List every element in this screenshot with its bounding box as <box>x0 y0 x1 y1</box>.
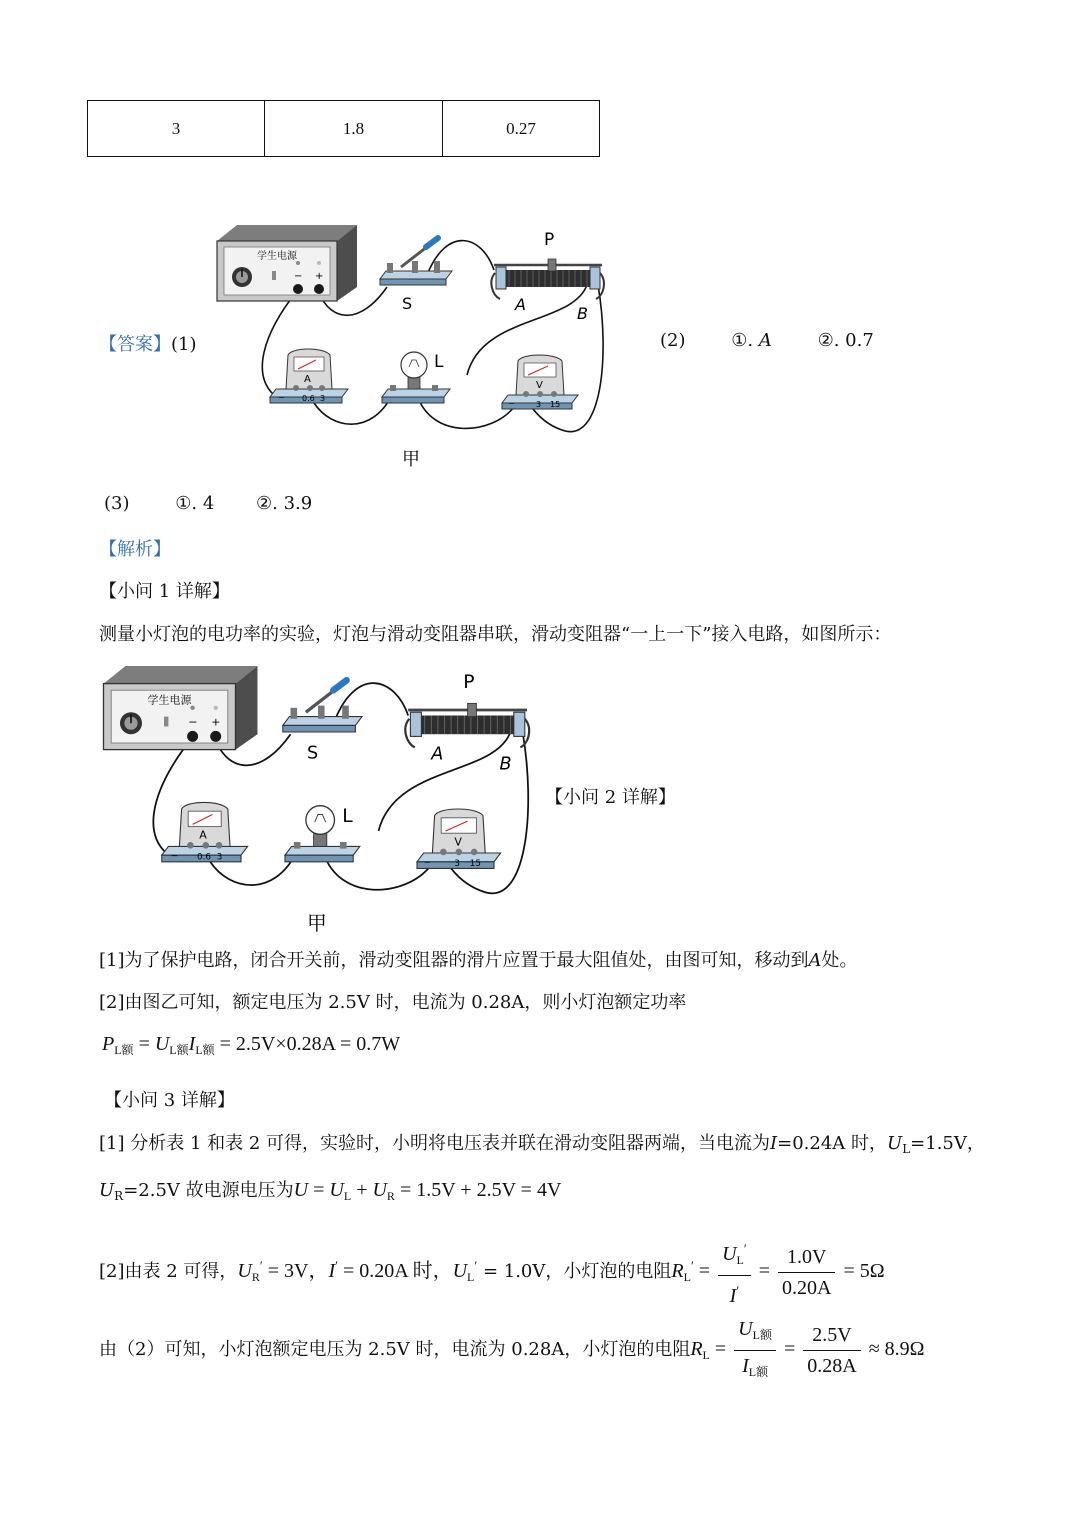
q1-text: 测量小灯泡的电功率的实验，灯泡与滑动变阻器串联，滑动变阻器“一上一下”接入电路，如图所示： <box>99 624 892 645</box>
q3-line-3-text: = 1.0V，小灯泡的电阻 <box>477 1261 672 1283</box>
formula-symbol: I <box>770 1133 778 1154</box>
fraction-denominator: 0.28A <box>807 1355 857 1377</box>
formula-symbol: U <box>329 1179 344 1201</box>
table-cell: 0.27 <box>443 101 600 157</box>
formula-subscript: L <box>902 1142 911 1156</box>
fraction-numerator: 1.0V <box>778 1244 835 1273</box>
formula-symbol: U <box>293 1179 309 1201</box>
formula-subscript: L额 <box>748 1365 769 1379</box>
answer-part-2-a-value: A <box>758 330 772 351</box>
formula-subscript: L额 <box>195 1043 215 1057</box>
circuit-figure-2 <box>98 655 538 941</box>
answer-label: 【答案】 <box>99 334 171 355</box>
q3-line-2 <box>99 1176 561 1204</box>
q2-heading: 【小问 2 详解】 <box>545 787 676 808</box>
formula-subscript: L <box>467 1270 475 1285</box>
formula-subscript: L额 <box>169 1043 189 1057</box>
formula-prime: ′ <box>335 1258 338 1274</box>
formula-value: = 3V， <box>262 1260 329 1283</box>
answer-part-2-a: ①. <box>731 330 759 351</box>
formula-symbol: U <box>738 1318 753 1340</box>
fraction <box>778 1244 835 1301</box>
formula-symbol: I <box>729 1285 737 1307</box>
answer-part-2 <box>660 330 874 351</box>
q3-line-3-text: [2]由表 2 可得， <box>99 1261 238 1283</box>
formula-prime: ′ <box>474 1258 478 1274</box>
formula-prime: ′ <box>690 1258 694 1274</box>
answer-part-3-b: ②. 3.9 <box>256 493 313 514</box>
q3-line-1 <box>99 1129 985 1156</box>
q2-line-1-point: A <box>808 950 822 971</box>
formula-subscript: L额 <box>752 1328 772 1342</box>
formula-operator: = <box>753 1260 775 1283</box>
formula-symbol: U <box>237 1260 252 1283</box>
q3-line-4 <box>99 1316 925 1385</box>
formula-operator: = <box>693 1260 716 1283</box>
fraction-denominator: 0.20A <box>782 1277 832 1299</box>
q2-line-1-text: [1]为了保护电路，闭合开关前，滑动变阻器的滑片应置于最大阻值处，由图可知，移动到 <box>99 950 809 971</box>
q3-line-1-text: [1] 分析表 1 和表 2 可得，实验时，小明将电压表并联在滑动变阻器两端，当电流为 <box>99 1133 771 1154</box>
formula-subscript: R <box>114 1189 124 1203</box>
answer-part-1 <box>99 330 197 356</box>
circuit-figure-1 <box>212 215 612 475</box>
answer-part-3-number: (3) <box>104 493 130 514</box>
q3-line-1-voltage: =1.5V， <box>910 1133 985 1154</box>
q3-line-1-current: =0.24A 时， <box>777 1133 888 1154</box>
formula-result: = 5Ω <box>838 1260 885 1283</box>
fraction <box>734 1316 776 1385</box>
table-cell: 1.8 <box>265 101 443 157</box>
q2-line-1 <box>99 946 858 972</box>
q3-heading: 【小问 3 详解】 <box>104 1090 235 1111</box>
answer-part-3 <box>104 493 312 514</box>
formula-symbol: I <box>328 1260 336 1283</box>
q3-line-4-text: 由（2）可知，小灯泡额定电压为 2.5V 时，电流为 0.28A，小灯泡的电阻 <box>99 1339 691 1361</box>
formula-symbol: R <box>671 1260 684 1283</box>
answer-part-2-number: (2) <box>660 330 686 351</box>
formula-symbol: U <box>452 1260 468 1283</box>
table-row <box>88 101 600 157</box>
formula-subscript: L额 <box>114 1043 134 1057</box>
fraction <box>803 1322 860 1379</box>
answer-part-2-b: ②. 0.7 <box>817 330 874 351</box>
formula-result: = 1.5V + 2.5V = 4V <box>394 1179 562 1201</box>
formula-prime: ′ <box>259 1258 263 1274</box>
q1-heading: 【小问 1 详解】 <box>99 581 230 602</box>
formula-symbol: U <box>99 1180 115 1201</box>
formula-operator: = <box>133 1033 155 1055</box>
analysis-label: 【解析】 <box>99 539 171 560</box>
q2-line-2: [2]由图乙可知，额定电压为 2.5V 时，电流为 0.28A，则小灯泡额定功率 <box>99 992 687 1013</box>
table-cell: 3 <box>88 101 265 157</box>
formula-subscript: L <box>702 1348 710 1363</box>
formula-result: = 2.5V×0.28A = 0.7W <box>214 1033 401 1055</box>
formula-operator: + <box>351 1179 373 1201</box>
formula-result: ≈ 8.9Ω <box>863 1338 925 1361</box>
q3-line-3 <box>99 1236 885 1309</box>
formula-symbol: P <box>102 1033 115 1055</box>
formula-prime: ′ <box>736 1283 740 1298</box>
formula-prime: ′ <box>743 1241 747 1256</box>
formula-operator: = <box>709 1338 732 1361</box>
formula-subscript: L <box>736 1253 744 1267</box>
formula-symbol: U <box>154 1033 170 1055</box>
result-table <box>87 100 600 157</box>
formula-symbol: R <box>690 1338 703 1361</box>
formula-symbol: I <box>188 1033 196 1055</box>
answer-part-1-number: (1) <box>171 334 197 355</box>
formula-operator: = <box>778 1338 801 1361</box>
formula-symbol: U <box>372 1179 387 1201</box>
formula-symbol: I <box>742 1355 749 1377</box>
formula-subscript: L <box>683 1270 691 1285</box>
formula-symbol: U <box>722 1243 737 1265</box>
formula-subscript: R <box>251 1270 260 1285</box>
answer-part-3-a: ①. 4 <box>175 493 215 514</box>
q3-line-2-text: =2.5V 故电源电压为 <box>123 1180 294 1201</box>
formula-operator: = <box>308 1179 330 1201</box>
formula-value: = 0.20A 时， <box>337 1260 453 1283</box>
power-formula <box>102 1033 400 1058</box>
fraction <box>718 1236 751 1309</box>
formula-symbol: U <box>887 1133 903 1154</box>
formula-subscript: R <box>386 1189 395 1203</box>
q2-line-1-end: 处。 <box>821 950 858 971</box>
fraction-numerator: 2.5V <box>803 1322 860 1351</box>
formula-subscript: L <box>343 1189 352 1203</box>
